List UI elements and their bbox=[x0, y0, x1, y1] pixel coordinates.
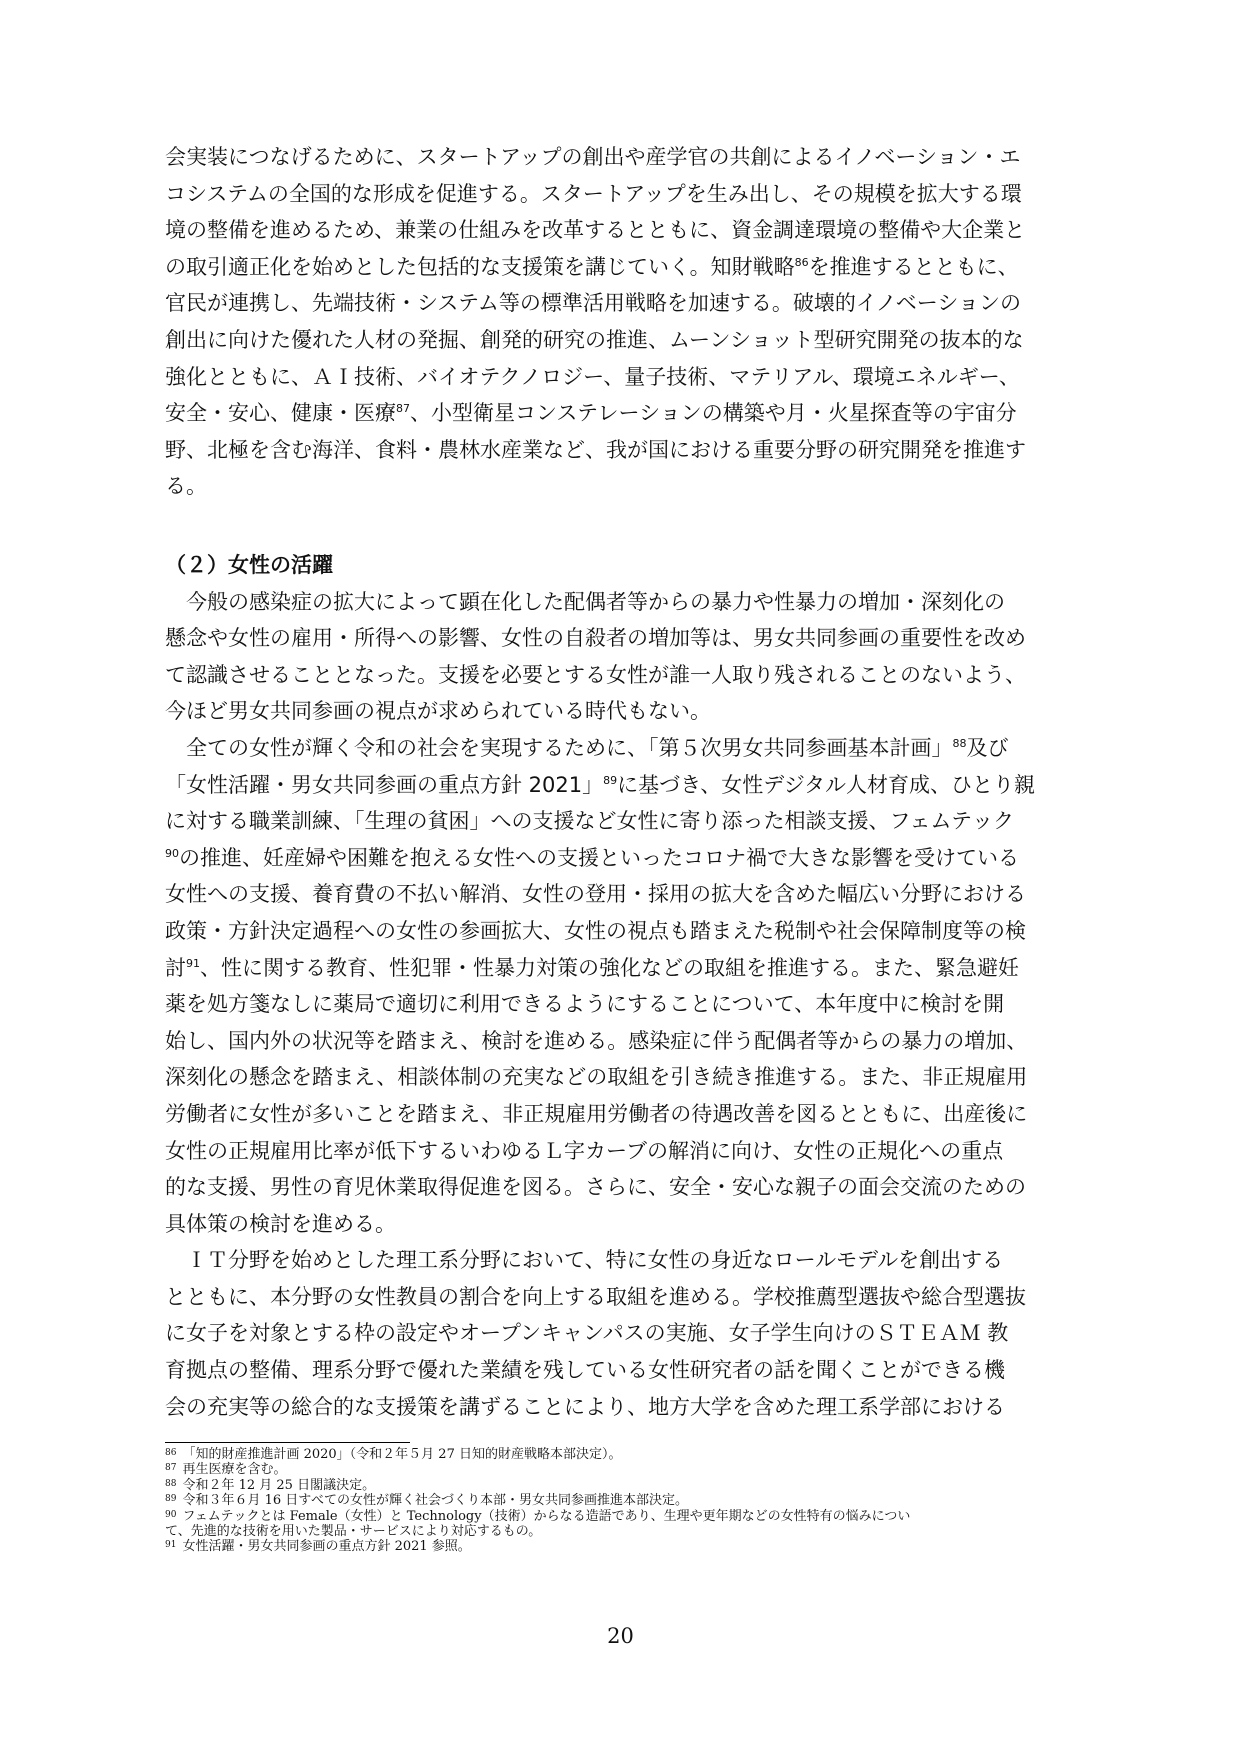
text-segment: に基づき、女性デジタル人材育成、ひとり親 bbox=[617, 772, 1036, 797]
text-line: 官民が連携し、先端技術・システム等の標準活用戦略を加速する。破壊的イノベーションの bbox=[165, 291, 1021, 316]
text-line: 育拠点の整備、理系分野で優れた業績を残している女性研究者の話を聞くことができる機 bbox=[165, 1358, 1005, 1383]
text-line: 境の整備を進めるため、兼業の仕組みを改革するとともに、資金調達環境の整備や大企業と bbox=[165, 218, 1026, 243]
text-line: コシステムの全国的な形成を促進する。スタートアップを生み出し、その規模を拡大する環 bbox=[165, 181, 1022, 206]
text-line bbox=[165, 730, 1075, 767]
page-number: 20 bbox=[607, 1624, 634, 1648]
footnote-text: て、先進的な技術を用いた製品・サービスにより対応するもの。 bbox=[165, 1523, 542, 1539]
footnote-text: 再生医療を含む。 bbox=[182, 1462, 287, 1478]
footnote-text: 令和２年 12 月 25 日閣議決定。 bbox=[182, 1477, 376, 1493]
text-segment: 、小型衛星コンステレーションの構築や月・火星探査等の宇宙分 bbox=[410, 401, 1017, 426]
footnote-ref-86[interactable]: 86 bbox=[794, 255, 809, 269]
footnote-mark: 87 bbox=[165, 1463, 177, 1474]
text-segment: を推進するとともに、 bbox=[808, 254, 1019, 279]
text-segment: 全ての女性が輝く令和の社会を実現するために、「第５次男女共同参画基本計画」 bbox=[165, 735, 953, 760]
text-line: 労働者に女性が多いことを踏まえ、非正規雇用労働者の待遇改善を図るとともに、出産後に bbox=[165, 1101, 1028, 1126]
footnote-text: 令和３年６月 16 日すべての女性が輝く社会づくり本部・男女共同参画推進本部決定。 bbox=[182, 1493, 689, 1509]
text-line: 野、北極を含む海洋、食料・農林水産業など、我が国における重要分野の研究開発を推進す bbox=[165, 437, 1026, 462]
footnote-text: 女性活躍・男女共同参画の重点方針 2021 参照。 bbox=[182, 1539, 471, 1555]
text-line: 会実装につなげるために、スタートアップの創出や産学官の共創によるイノベーション・エ bbox=[165, 145, 1021, 169]
text-line: 政策・方針決定過程への女性の参画拡大、女性の視点も踏まえた税制や社会保障制度等の検 bbox=[165, 918, 1026, 943]
text-line: 創出に向けた優れた人材の発掘、創発的研究の推進、ムーンショット型研究開発の抜本的な bbox=[165, 327, 1024, 352]
footnote-mark: 86 bbox=[165, 1448, 177, 1458]
footnote-88 bbox=[165, 1478, 1075, 1493]
footnote-mark: 91 bbox=[165, 1540, 177, 1551]
text-line: 始し、国内外の状況等を踏まえ、検討を進める。感染症に伴う配偶者等からの暴力の増加、 bbox=[165, 1028, 1028, 1053]
text-segment: 及び bbox=[966, 735, 1009, 760]
footnote-ref-88[interactable]: 88 bbox=[952, 736, 967, 750]
text-line: 具体策の検討を進める。 bbox=[165, 1211, 396, 1236]
text-line bbox=[165, 767, 1075, 804]
text-line bbox=[165, 950, 1075, 987]
footnote-separator bbox=[165, 1442, 410, 1443]
footnote-91 bbox=[165, 1539, 1075, 1554]
section-heading: （２）女性の活躍 bbox=[165, 553, 333, 577]
footnote-86 bbox=[165, 1447, 1075, 1462]
footnote-89 bbox=[165, 1493, 1075, 1508]
footnote-mark: 90 bbox=[165, 1509, 177, 1520]
text-segment: 討 bbox=[165, 955, 186, 980]
footnote-ref-89[interactable]: 89 bbox=[603, 773, 618, 787]
text-line: 女性への支援、養育費の不払い解消、女性の登用・採用の拡大を含めた幅広い分野における bbox=[165, 882, 1026, 907]
footnotes bbox=[165, 1447, 1075, 1555]
text-line: 女性の正規雇用比率が低下するいわゆるＬ字カーブの解消に向け、女性の正規化への重点 bbox=[165, 1138, 1004, 1163]
text-line: に対する職業訓練、「生理の貧困」への支援など女性に寄り添った相談支援、フェムテック bbox=[165, 809, 1015, 834]
text-line: 懸念や女性の雇用・所得への影響、女性の自殺者の増加等は、男女共同参画の重要性を改め bbox=[165, 626, 1026, 651]
footnote-ref-91[interactable]: 91 bbox=[186, 956, 200, 970]
text-line bbox=[165, 840, 1075, 877]
footnote-mark: 89 bbox=[165, 1494, 177, 1505]
text-segment: の取引適正化を始めとした包括的な支援策を講じていく。知財戦略 bbox=[165, 254, 795, 279]
text-line: ＩＴ分野を始めとした理工系分野において、特に女性の身近なロールモデルを創出する bbox=[165, 1248, 1004, 1273]
text-segment: 安全・安心、健康・医療 bbox=[165, 401, 396, 426]
text-segment: の推進、妊産婦や困難を抱える女性への支援といったコロナ禍で大きな影響を受けている bbox=[179, 845, 1019, 870]
footnote-text: 「知的財産推進計画 2020」（令和２年５月 27 日知的財産戦略本部決定）。 bbox=[182, 1447, 622, 1462]
text-line: て認識させることとなった。支援を必要とする女性が誰一人取り残されることのないよう、 bbox=[165, 662, 1026, 687]
text-line: 今般の感染症の拡大によって顕在化した配偶者等からの暴力や性暴力の増加・深刻化の bbox=[165, 589, 1005, 614]
text-line: 会の充実等の総合的な支援策を講ずることにより、地方大学を含めた理工系学部における bbox=[165, 1394, 1005, 1419]
text-line: 深刻化の懸念を踏まえ、相談体制の充実などの取組を引き続き推進する。また、非正規雇用 bbox=[165, 1065, 1028, 1090]
footnote-text: フェムテックとは Female（女性）と Technology（技術）からなる造語であり、生理や更年期などの女性特有の悩みについ bbox=[182, 1508, 911, 1524]
text-line: とともに、本分野の女性教員の割合を向上する取組を進める。学校推薦型選抜や総合型選抜 bbox=[165, 1284, 1026, 1309]
footnote-ref-90[interactable]: 90 bbox=[165, 846, 179, 860]
text-segment: 、性に関する教育、性犯罪・性暴力対策の強化などの取組を推進する。また、緊急避妊 bbox=[200, 955, 1019, 980]
text-line: 今ほど男女共同参画の視点が求められている時代もない。 bbox=[165, 699, 711, 724]
text-segment: 「女性活躍・男女共同参画の重点方針 2021」 bbox=[165, 772, 604, 797]
text-line bbox=[165, 395, 1075, 432]
footnote-90 bbox=[165, 1509, 1075, 1524]
text-line: 強化とともに、ＡＩ技術、バイオテクノロジー、量子技術、マテリアル、環境エネルギー、 bbox=[165, 364, 1020, 389]
footnote-87 bbox=[165, 1462, 1075, 1477]
text-line: 薬を処方箋なしに薬局で適切に利用できるようにすることについて、本年度中に検討を開 bbox=[165, 992, 1005, 1017]
text-line: 的な支援、男性の育児休業取得促進を図る。さらに、安全・安心な親子の面会交流のための bbox=[165, 1175, 1026, 1200]
section-1-paragraph bbox=[165, 139, 1075, 505]
text-line: に女子を対象とする枠の設定やオープンキャンパスの実施、女子学生向けのＳＴＥＡＭ 教 bbox=[165, 1321, 1009, 1346]
text-line bbox=[165, 249, 1075, 286]
footnote-90-continued bbox=[165, 1524, 1075, 1539]
text-line: る。 bbox=[165, 474, 207, 499]
footnote-mark: 88 bbox=[165, 1478, 177, 1489]
footnote-ref-87[interactable]: 87 bbox=[396, 402, 410, 416]
section-2 bbox=[165, 547, 1075, 1425]
